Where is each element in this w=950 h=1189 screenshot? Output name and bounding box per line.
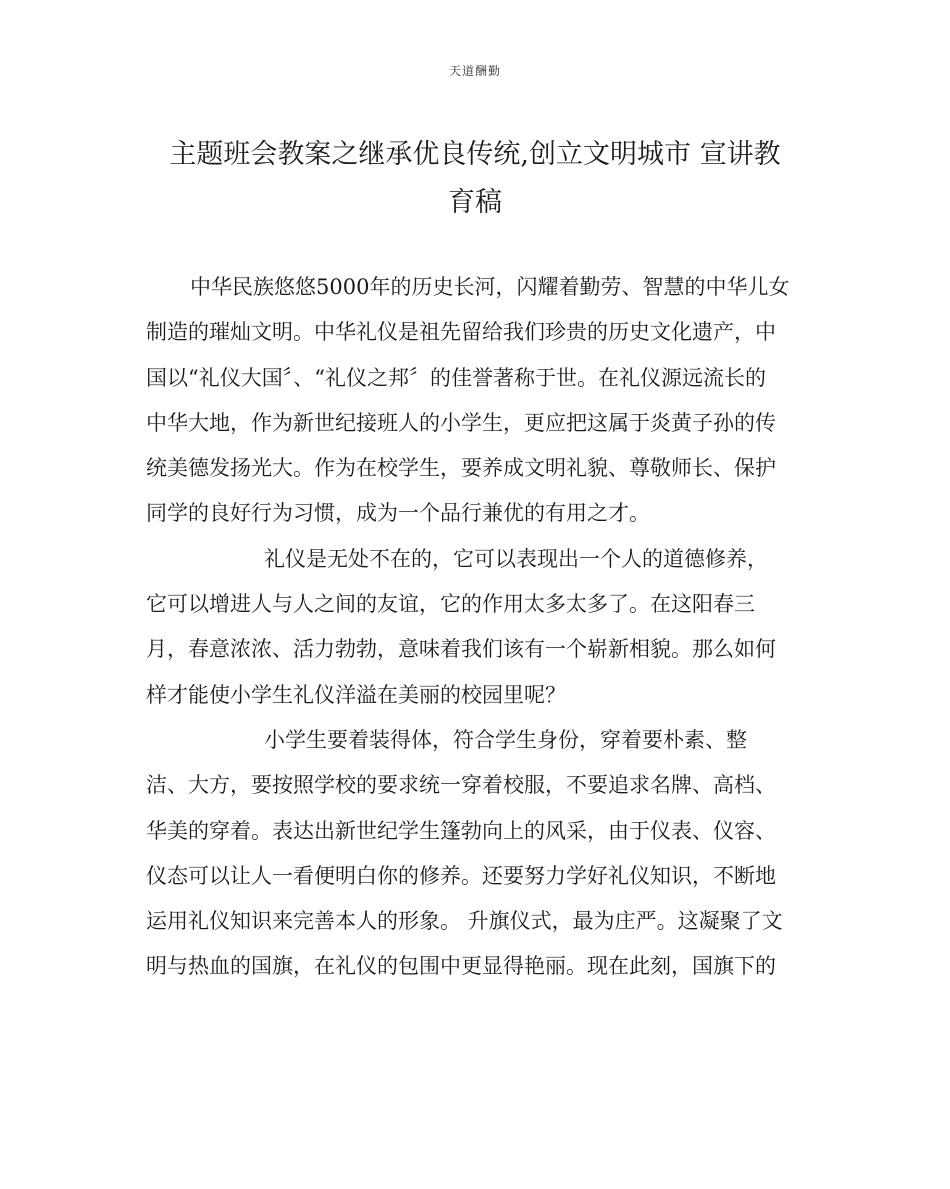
paragraph-3-line: 仪态可以让人一看便明白你的修养。还要努力学好礼仪知识，不断地 [146, 863, 776, 888]
paragraph-1-line: 中华大地，作为新世纪接班人的小学生，更应把这属于炎黄子孙的传 [146, 410, 776, 435]
paragraph-1-line: 制造的璀灿文明。中华礼仪是祖先留给我们珍贵的历史文化遗产，中 [146, 320, 776, 345]
page-title [148, 131, 802, 227]
paragraph-1-line: 国以“礼仪大国〞、“礼仪之邦〞的佳誉著称于世。在礼仪源远流长的 [146, 365, 766, 390]
paragraph-2-line: 礼仪是无处不在的，它可以表现出一个人的道德修养， [264, 546, 768, 571]
paragraph-1-line: 中华民族悠悠5000年的历史长河，闪耀着勤劳、智慧的中华儿女 [190, 275, 790, 299]
paragraph-3-line: 运用礼仪知识来完善本人的形象。 升旗仪式，最为庄严。这凝聚了文 [146, 909, 783, 934]
paragraph-3-line: 洁、大方，要按照学校的要求统一穿着校服，不要追求名牌、高档、 [146, 773, 776, 798]
header-note: 天道酬勤 [448, 64, 501, 78]
title-line-2: 育稿 [448, 187, 502, 218]
paragraph-3-line: 华美的穿着。表达出新世纪学生篷勃向上的风采，由于仪表、仪容、 [146, 818, 776, 843]
paragraph-1-line: 同学的良好行为习惯，成为一个品行兼优的有用之才。 [146, 501, 650, 526]
body-text [146, 265, 810, 990]
paragraph-2-line: 它可以增进人与人之间的友谊，它的作用太多太多了。在这阳春三 [146, 592, 755, 617]
paragraph-3-line: 明与热血的国旗，在礼仪的包围中更显得艳丽。现在此刻，国旗下的 [146, 954, 776, 979]
paragraph-3-line: 小学生要着装得体，符合学生身份，穿着要朴素、整 [264, 727, 747, 752]
paragraph-2-line: 月，春意浓浓、活力勃勃，意味着我们该有一个崭新相貌。那么如何 [146, 637, 776, 662]
paragraph-1-line: 统美德发扬光大。作为在校学生，要养成文明礼貌、尊敬师长、保护 [146, 456, 776, 481]
paragraph-2-line: 样才能使小学生礼仪洋溢在美丽的校园里呢？ [146, 682, 566, 707]
title-line-1: 主题班会教案之继承优良传统,创立文明城市 宣讲教 [169, 139, 781, 170]
